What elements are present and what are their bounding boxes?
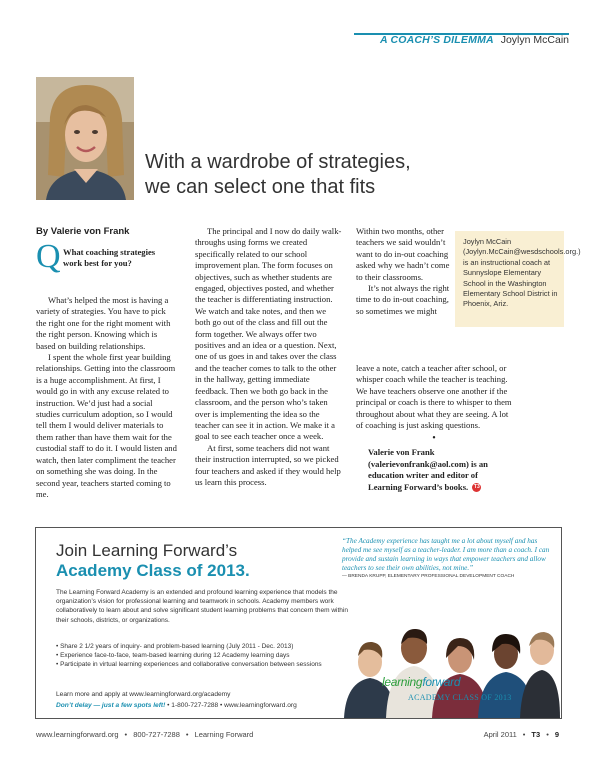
ad-title-line-2: Academy Class of 2013. [56,561,250,580]
footer-org: Learning Forward [194,730,254,739]
answer-paragraph-6-start: It’s not always the right time to do in-out coaching, so sometimes we might [356,283,450,316]
footer-journal: T3 [531,730,541,739]
logo-forward: forward [422,675,461,689]
learning-forward-logo [382,675,460,689]
academy-advertisement [35,527,562,719]
writer-bio [356,447,512,493]
ad-cta-emphasis: Don’t delay — just a few spots left! [56,702,166,709]
author-photo [36,77,134,200]
answer-paragraph-3: The principal and I now do daily walk-throughs using forms we created specifically related to our school improvement plan. The form focuses on objectives, such as whether students are engaged, objectives posted, and whether the teacher is differentiating instruction. We watch and take notes, and then we both go out of the class and fill out the form together. We always offer two positives and an idea or a question. Next, one of us goes in and takes over the class and the teacher comes to talk to the other in the hallway, getting immediate feedback. Then we both go back in the classroom, and the person who’s taken over is implementing the idea so the teacher can see it in action. We make it a goal to see each teacher once a week. [195,226,342,442]
answer-paragraph-1: What’s helped the most is having a variety of strategies. You have to pick the right one for the right moment with the right person. Knowing which is based on building relationships. [36,295,171,351]
ad-bullet-item: • Participate in virtual learning experiences and collaborative conversation between sessions [56,660,356,669]
ad-title-line-1: Join Learning Forward’s [56,541,238,560]
testimonial-attribution: — BRENDA KRUPP, ELEMENTARY PROFESSIONAL DEVELOPMENT COACH [342,574,515,579]
ad-bullet-list [56,642,356,669]
footer-phone: 800-727-7288 [133,730,180,739]
column-kicker: A COACH’S DILEMMA [379,34,494,46]
byline: By Valerie von Frank [36,226,130,237]
ad-apply-link[interactable]: Learn more and apply at www.learningforward.org/academy [56,691,231,698]
end-mark-icon: T3 [473,484,480,491]
page-number: 9 [554,730,559,739]
ad-bullet-item: • Share 2 1/2 years of inquiry- and problem-based learning (July 2011 - Dec. 2013) [56,642,356,651]
article-column-3-continued [356,363,512,493]
headline-line-2: we can select one that fits [145,176,376,198]
answer-paragraph-4: At first, some teachers did not want their instruction interrupted, so we picked four teachers and asked if they would help us learn this process. [195,442,341,487]
footer-website[interactable]: www.learningforward.org [36,730,119,739]
answer-paragraph-2: I spent the whole first year building relationships. Getting into the classroom is a huge accomplishment. At first, I would go in with any excuse related to instruction. We’d just had a social studies curriculum adoption, so I would tell them I would deliver materials to them rather than have them wait for the custodial staff to do it. I would listen and watch, then later compliment the teacher on something she was doing. In the second year, teachers started coming to me. [36,352,177,499]
answer-paragraph-6: leave a note, catch a teacher after school, or whisper coach while the teacher is teaching. We have teachers observe one another if the principal or coach is there to whisper to them throughout about what they are seeing. A lot of coaching is just asking questions. [356,363,512,431]
footer-date: April 2011 [483,730,517,739]
article-column-1 [36,238,178,500]
column-author: Joylyn McCain [500,34,569,46]
question-text: What coaching strategies work best for you? [63,247,156,269]
headline-line-1: With a wardrobe of strategies, [145,151,411,173]
ad-description: The Learning Forward Academy is an extended and profound learning experience that models the organization’s vision for professional learning and teamwork in schools. Academy members work collaboratively to learn about and solve significant student learning problems that concern them within their schools, districts, or organizations. [56,589,348,624]
academy-class-label: ACADEMY CLASS OF 2013 [408,693,512,702]
testimonial-quote: “The Academy experience has taught me a lot about myself and has helped me see myself as a teacher-leader. I am more than a coach. I can provide and sustain learning in ways that empower teachers and allow teachers to see their own abilities, not mine.” [342,537,550,572]
column-header [380,34,569,46]
writer-bio-text: Valerie von Frank (valerievonfrank@aol.com) is an education writer and editor of Learning Forward’s books. [368,447,488,492]
ad-bullet-item: • Experience face-to-face, team-based learning during 12 Academy learning days [56,651,356,660]
ad-call-to-action [56,702,297,709]
section-bullet: • [432,433,436,445]
answer-paragraph-5: Within two months, other teachers we said wouldn’t want to do in-out coaching asked why we hadn’t come to their classrooms. [356,226,450,282]
author-sidebar: Joylyn McCain (Joylyn.McCain@wesdschools.org.) is an instructional coach at Sunnyslope Elementary School in the Washington Elementary School District in Phoenix, Ariz. [455,231,564,327]
drop-cap-q: Q [36,238,61,275]
question-block [36,238,178,295]
article-headline [145,150,411,200]
article-column-3 [356,226,454,317]
ad-contact-info[interactable]: • 1-800-727-7288 • www.learningforward.org [167,702,297,709]
footer-right: April 2011 • T3 • 9 [483,730,559,739]
footer-left: www.learningforward.org • 800-727-7288 • Learning Forward [36,730,254,739]
logo-learning: learning [382,675,423,689]
article-column-2 [195,226,343,488]
